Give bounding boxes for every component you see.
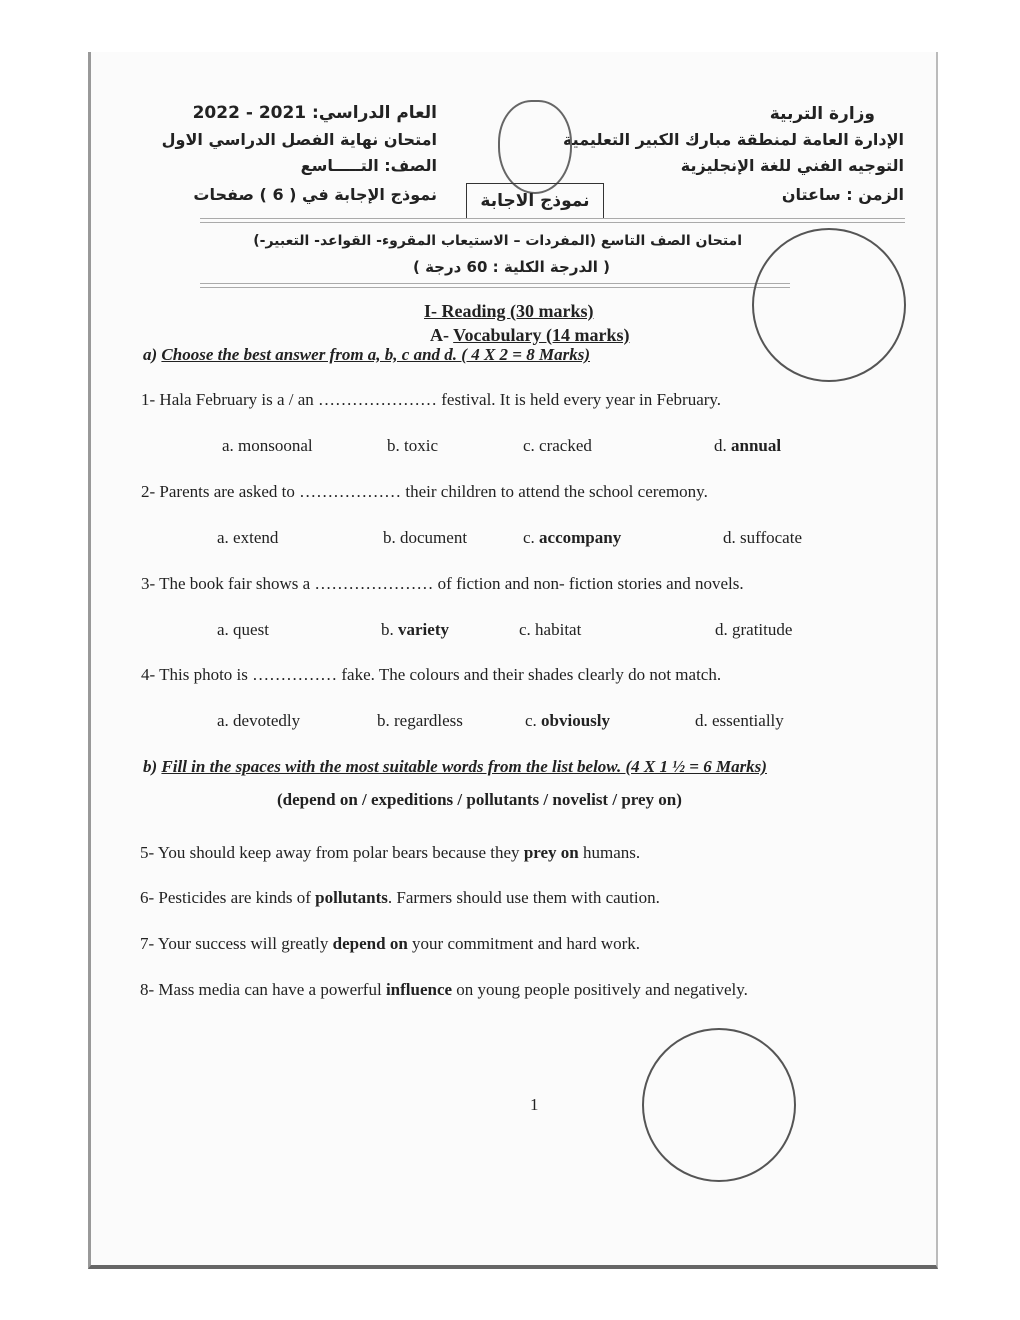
word-list: (depend on / expeditions / pollutants / novelist / prey on) [277,790,682,809]
answer: prey on [523,843,579,862]
option-label: b. toxic [387,436,438,455]
divider [200,283,790,288]
answer: depend on [332,934,408,953]
option-label: a. monsoonal [222,436,313,455]
subsection-title: Vocabulary (14 marks) [453,325,630,345]
ministry-name: وزارة التربية [769,104,875,124]
answer-key-box: نموذج الاجابة [466,183,604,219]
directorate-name: الإدارة العامة لمنطقة مبارك الكبير التعليمية [562,130,904,149]
total-marks: ( الدرجة الكلية : 60 درجة ) [413,258,610,276]
answer-option [217,711,300,731]
option-label: a. devotedly [217,711,301,730]
answer-option [715,620,792,640]
question-text: 1- Hala February is a / an ………………… festival. It is held every year in February. [141,390,722,409]
part-a-prefix: a) [143,345,162,364]
answer-option [723,528,802,548]
answer-option [383,528,467,548]
answer-option [381,620,449,640]
answer-option [714,436,781,456]
answer-option [377,711,463,731]
answer-option [523,528,621,548]
question-text: 2- Parents are asked to ……………… their children to attend the school ceremony. [141,482,708,501]
answer-option [222,436,313,456]
answer-option [217,620,269,640]
section-title: I- Reading (30 marks) [424,301,594,321]
option-label: d. suffocate [723,528,802,547]
page-count: نموذج الإجابة في ( 6 ) صفحات [193,185,437,204]
sentence-text: . Farmers should use them with caution. [387,888,660,907]
option-label: b. [381,620,398,639]
answer-option [387,436,438,456]
option-label: c. [523,528,540,547]
answer-option [519,620,581,640]
option-label: d. essentially [695,711,784,730]
answer: influence [385,980,453,999]
kuwait-emblem-icon [498,100,572,194]
grade: الصف: التـــــاسع [300,156,437,175]
part-a-instructions: Choose the best answer from a, b, c and d. ( 4 X 2 = 8 Marks) [161,345,590,364]
sentence-text: humans. [578,843,641,862]
exam-time: الزمن : ساعتان [781,185,904,204]
answer-option [217,528,278,548]
answer-option [525,711,610,731]
answer: pollutants [315,888,388,907]
exam-components: امتحان الصف التاسع (المفردات – الاستيعاب المقروء- القواعد- التعبير-) [253,233,742,249]
option-label: b. document [383,528,468,547]
part-b-prefix: b) [143,757,162,776]
option-label: c. cracked [523,436,592,455]
department-name: التوجيه الفني للغة الإنجليزية [680,156,904,175]
sentence-text: 5- You should keep away from polar bears because they [140,843,524,862]
question-text: 4- This photo is …………… fake. The colours and their shades clearly do not match. [141,665,722,684]
option-label: b. regardless [377,711,463,730]
sentence-text: 6- Pesticides are kinds of [140,888,316,907]
correct-answer: annual [731,436,782,455]
divider [200,218,905,223]
control-stamp [752,228,906,382]
option-label: c. [525,711,542,730]
page-number: 1 [530,1095,539,1114]
option-label: a. quest [217,620,269,639]
correct-answer: obviously [541,711,611,730]
option-label: c. habitat [519,620,582,639]
question-text: 3- The book fair shows a ………………… of fiction and non- fiction stories and novels. [141,574,744,593]
school-year: العام الدراسي: 2021 - 2022 [192,103,437,123]
option-label: d. gratitude [715,620,793,639]
sentence-text: 7- Your success will greatly [140,934,333,953]
subsection-prefix: A- [430,325,454,345]
option-label: d. [714,436,731,455]
sentence-text: on young people positively and negatively. [452,980,748,999]
sentence-text: your commitment and hard work. [407,934,641,953]
sentence-text: 8- Mass media can have a powerful [140,980,386,999]
answer-option [523,436,592,456]
option-label: a. extend [217,528,279,547]
part-b-instructions: Fill in the spaces with the most suitable words from the list below. (4 X 1 ½ = 6 Marks) [161,757,767,776]
answer-option [695,711,784,731]
correct-answer: accompany [539,528,622,547]
exam-term: امتحان نهاية الفصل الدراسي الاول [161,130,437,149]
correct-answer: variety [398,620,449,639]
directorate-stamp [642,1028,796,1182]
